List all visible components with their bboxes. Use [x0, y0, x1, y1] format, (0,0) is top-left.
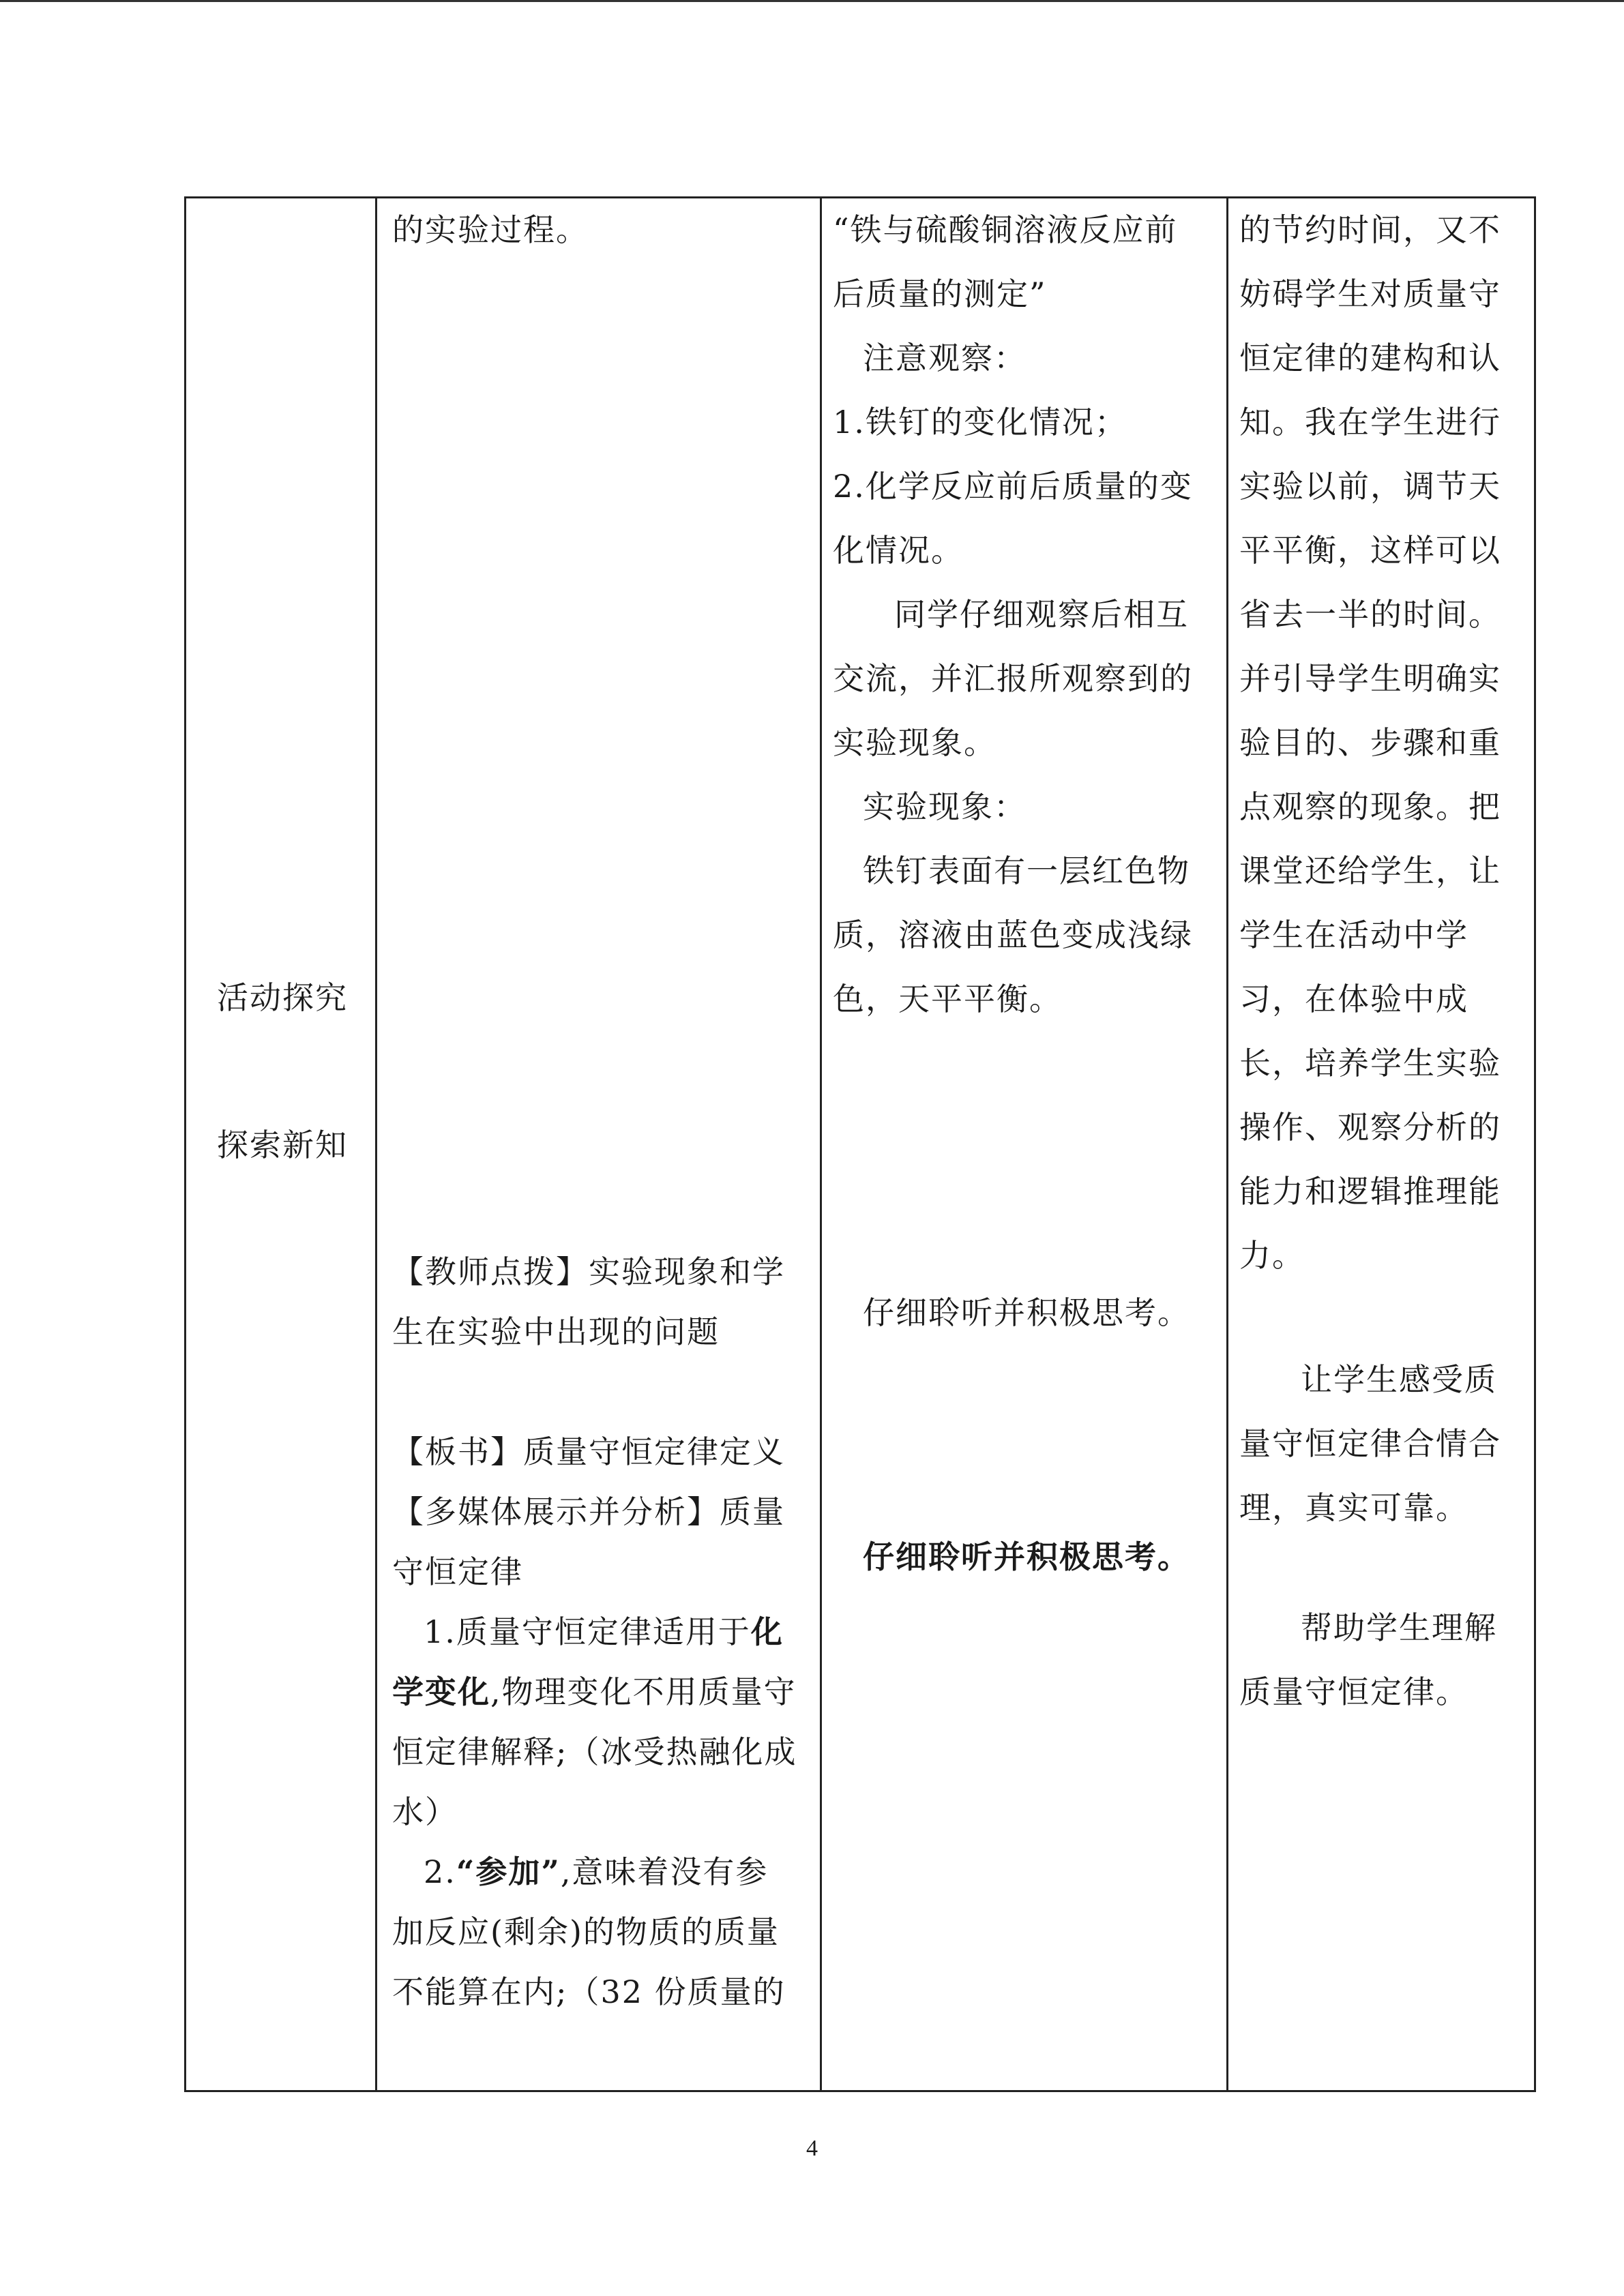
point2-text: ,意味着没有参 [560, 1853, 769, 1890]
intent-help-line: 质量守恒定律。 [1239, 1673, 1468, 1710]
student-line: 质，溶液由蓝色变成浅绿 [833, 916, 1193, 953]
intent-line: 平平衡，这样可以 [1239, 532, 1501, 569]
intent-line: 妨碍学生对质量守 [1239, 275, 1501, 312]
teacher-guide-line: 生在实验中出现的问题 [392, 1313, 720, 1350]
intent-line: 恒定律的建构和认 [1239, 340, 1501, 376]
student-line: 实验现象。 [833, 724, 996, 761]
intent-line: 习，在体验中成 [1239, 981, 1468, 1017]
teacher-media-line: 【多媒体展示并分析】质量 [392, 1493, 785, 1530]
intent-line: 知。我在学生进行 [1239, 404, 1501, 441]
intent-line: 验目的、步骤和重 [1239, 724, 1501, 761]
intent-line: 操作、观察分析的 [1239, 1109, 1501, 1146]
student-line: 1.铁钉的变化情况； [833, 404, 1127, 441]
student-line: 化情况。 [833, 532, 964, 569]
point1-text: 1.质量守恒定律适用于 [424, 1613, 751, 1650]
intent-line: 的节约时间，又不 [1239, 211, 1501, 248]
student-line: 注意观察： [863, 340, 1027, 376]
point2-line-3: 不能算在内;（32 份质量的 [392, 1973, 786, 2010]
section-cell [186, 198, 375, 2090]
section-line-1: 活动探究 [217, 979, 348, 1016]
student-line: 铁钉表面有一层红色物 [863, 852, 1190, 889]
intent-line: 力。 [1239, 1237, 1305, 1274]
point1-line-2 [392, 1671, 797, 1712]
point1-line-1 [424, 1611, 784, 1652]
point2-text: 2. [424, 1853, 456, 1890]
intent-line: 学生在活动中学 [1239, 916, 1468, 953]
student-line: 色，天平平衡。 [833, 981, 1062, 1017]
intent-feel-line: 让学生感受质 [1301, 1361, 1497, 1398]
section-line-2: 探索新知 [217, 1127, 348, 1163]
student-line: 实验现象： [863, 788, 1027, 825]
intent-line: 省去一半的时间。 [1239, 596, 1501, 633]
teacher-media-line: 守恒定律 [392, 1553, 523, 1590]
point2-bold: “参加” [456, 1853, 561, 1890]
student-line: “铁与硫酸铜溶液反应前 [833, 211, 1178, 248]
page-number: 4 [806, 2136, 818, 2161]
intent-line: 并引导学生明确实 [1239, 660, 1501, 697]
point1-line-3: 恒定律解释;（冰受热融化成 [392, 1733, 797, 1770]
intent-feel-line: 量守恒定律合情合 [1239, 1425, 1501, 1462]
point2-line-1 [424, 1851, 768, 1892]
point1-bold: 化 [750, 1613, 784, 1650]
teacher-guide-line: 【教师点拨】实验现象和学 [392, 1253, 785, 1290]
intent-line: 课堂还给学生，让 [1239, 852, 1501, 889]
page-top-edge [0, 0, 1624, 2]
design-intent-cell [1228, 198, 1534, 2090]
point1-line-4: 水） [392, 1793, 458, 1830]
student-line: 交流，并汇报所观察到的 [833, 660, 1193, 697]
student-line: 后质量的测定” [833, 275, 1047, 312]
student-line: 同学仔细观察后相互 [894, 596, 1189, 633]
teacher-activity-cell [377, 198, 820, 2090]
student-activity-cell [822, 198, 1226, 2090]
intent-help-line: 帮助学生理解 [1301, 1609, 1497, 1646]
intent-line: 实验以前，调节天 [1239, 468, 1501, 505]
student-line: 2.化学反应前后质量的变 [833, 468, 1193, 505]
lesson-table [184, 196, 1536, 2092]
student-listen-2: 仔细聆听并积极思考。 [863, 1538, 1190, 1575]
intent-line: 长，培养学生实验 [1239, 1045, 1501, 1082]
student-listen-1: 仔细聆听并积极思考。 [863, 1294, 1190, 1331]
teacher-text: 的实验过程。 [392, 211, 589, 248]
intent-line: 能力和逻辑推理能 [1239, 1173, 1501, 1210]
point2-line-2: 加反应(剩余)的物质的质量 [392, 1913, 780, 1950]
teacher-board-line: 【板书】质量守恒定律定义 [392, 1433, 785, 1470]
intent-line: 点观察的现象。把 [1239, 788, 1501, 825]
point1-bold: 学变化 [392, 1673, 490, 1710]
intent-feel-line: 理，真实可靠。 [1239, 1489, 1468, 1526]
point1-text: ,物理变化不用质量守 [490, 1673, 797, 1710]
